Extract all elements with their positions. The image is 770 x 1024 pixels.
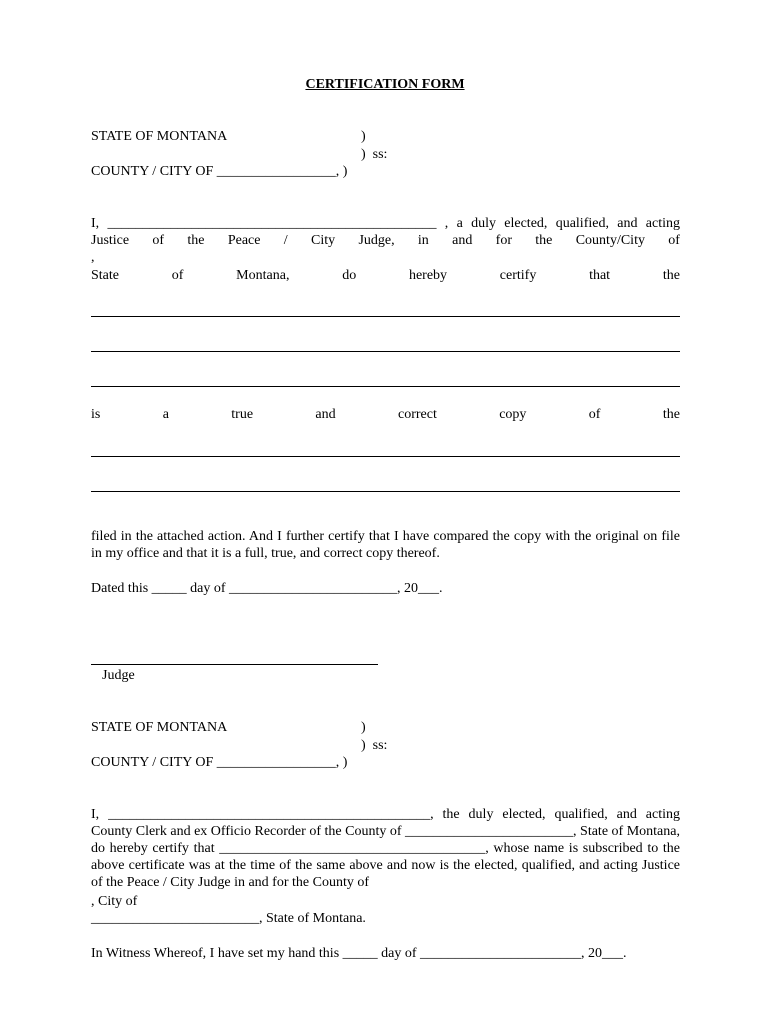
cert-line-3: [91, 267, 680, 284]
cert-comma: ,: [91, 250, 95, 265]
word: Montana,: [236, 268, 290, 283]
cert-line-2: [91, 232, 680, 249]
cert-dated: Dated this _____ day of ________________________, 20___.: [91, 581, 443, 596]
venue-state: STATE OF MONTANA: [91, 720, 228, 735]
clerk-city-line: , City of: [91, 894, 138, 909]
cert-filed-paragraph: filed in the attached action. And I further certify that I have compared the copy with the original on file in my office and that it is a full, true, and correct copy thereof.: [91, 529, 680, 561]
word: of: [588, 407, 601, 422]
word: correct: [397, 407, 437, 422]
word: the: [662, 268, 680, 283]
word: Justice: [91, 233, 130, 248]
word: the: [662, 407, 680, 422]
venue-ss: ) ss:: [361, 738, 388, 753]
word: of: [171, 268, 184, 283]
blank-rule[interactable]: [91, 456, 680, 457]
word: do: [342, 268, 357, 283]
word: and: [452, 233, 473, 248]
venue-paren: ): [361, 720, 366, 735]
judge-signature-line[interactable]: [91, 664, 378, 665]
word: for: [495, 233, 512, 248]
blank-rule[interactable]: [91, 386, 680, 387]
word: a: [162, 407, 169, 422]
venue-ss: ) ss:: [361, 147, 388, 162]
clerk-witness: In Witness Whereof, I have set my hand this _____ day of _______________________, 20___.: [91, 946, 627, 961]
form-title: CERTIFICATION FORM: [305, 77, 465, 92]
word: Judge,: [358, 233, 395, 248]
venue-paren: ): [361, 129, 366, 144]
clerk-paragraph: I, ______________________________________________, the duly elected, qualified, and acting County Clerk and ex Officio Recorder of the County of ________________________, State of Montana, do hereby certify that ______________________________________, whose name is subscribed to the above certificate was at the time of the same above and now is the elected, qualified, and acting Justice of the Peace / City Judge in and for the County of: [91, 807, 680, 890]
blank-rule[interactable]: [91, 316, 680, 317]
word: City: [311, 233, 336, 248]
blank-rule[interactable]: [91, 351, 680, 352]
word: and: [315, 407, 336, 422]
word: the: [187, 233, 205, 248]
cert-line-1: I, _______________________________________________ , a duly elected, qualified, and acting: [91, 216, 680, 231]
word: true: [231, 407, 254, 422]
word: the: [535, 233, 553, 248]
word: State: [91, 268, 119, 283]
word: of: [152, 233, 165, 248]
cert-line-4: [91, 406, 680, 423]
word: hereby: [408, 268, 448, 283]
word: of: [668, 233, 680, 248]
word: copy: [499, 407, 527, 422]
word: County/City: [575, 233, 645, 248]
word: /: [283, 233, 288, 248]
word: that: [589, 268, 611, 283]
word: certify: [499, 268, 537, 283]
clerk-state-line: ________________________, State of Montana.: [91, 911, 366, 926]
venue-county: COUNTY / CITY OF _________________, ): [91, 164, 348, 179]
venue-state: STATE OF MONTANA: [91, 129, 228, 144]
word: Peace: [227, 233, 261, 248]
venue-county: COUNTY / CITY OF _________________, ): [91, 755, 348, 770]
blank-rule[interactable]: [91, 491, 680, 492]
word: in: [417, 233, 429, 248]
word: is: [91, 407, 101, 422]
judge-label: Judge: [102, 668, 135, 683]
